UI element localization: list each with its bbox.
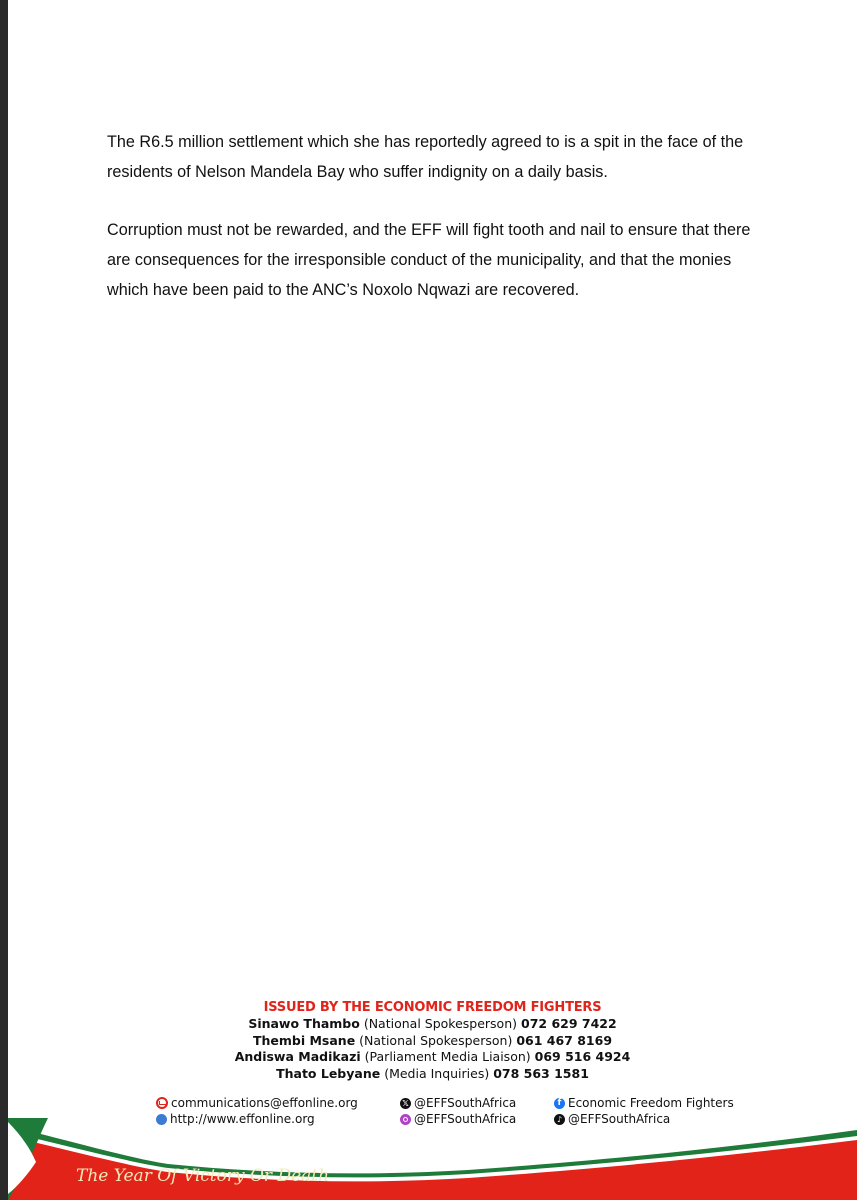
spokesperson-name: Sinawo Thambo	[248, 1016, 360, 1031]
facebook-text: Economic Freedom Fighters	[568, 1096, 734, 1110]
spokesperson-role: (National Spokesperson)	[363, 1016, 518, 1031]
facebook-icon: f	[554, 1098, 565, 1109]
globe-icon	[156, 1114, 167, 1125]
spokesperson-role: (National Spokesperson)	[359, 1032, 513, 1048]
paragraph-settlement: The R6.5 million settlement which she has reportedly agreed to is a spit in the face of the residents of Nelson Mandela Bay who suffer indignity on a daily basis.	[107, 133, 744, 181]
spokesperson-role: (Parliament Media Liaison)	[364, 1049, 531, 1064]
x-handle-text: @EFFSouthAfrica	[414, 1096, 517, 1110]
x-icon: 𝕏	[400, 1098, 411, 1109]
tiktok-icon: ♪	[554, 1114, 565, 1125]
issued-heading: ISSUED BY THE ECONOMIC FREEDOM FIGHTERS	[263, 1000, 602, 1015]
website-contact[interactable]	[156, 1111, 315, 1127]
footer-slogan: The Year Of Victory Or Death	[76, 1166, 330, 1186]
instagram-icon	[400, 1114, 411, 1125]
spokesperson-phone: 061 467 8169	[516, 1032, 613, 1048]
spokesperson-phone: 069 516 4924	[534, 1049, 631, 1064]
spokesperson-line	[8, 1049, 857, 1066]
spokesperson-phone: 078 563 1581	[493, 1065, 589, 1081]
tiktok-contact[interactable]	[554, 1111, 670, 1127]
spokesperson-line	[8, 1033, 857, 1050]
spokesperson-line	[8, 1066, 857, 1083]
spokesperson-line	[8, 1016, 857, 1033]
issued-by-block	[8, 1000, 857, 1082]
spokesperson-name: Andiswa Madikazi	[234, 1049, 361, 1064]
spokesperson-phone: 072 629 7422	[521, 1016, 617, 1031]
spokesperson-name: Thato Lebyane	[276, 1065, 381, 1081]
instagram-contact[interactable]	[400, 1111, 516, 1127]
x-contact[interactable]	[400, 1095, 516, 1111]
contact-row	[8, 1095, 857, 1131]
mail-icon	[156, 1097, 168, 1109]
spokesperson-role: (Media Inquiries)	[384, 1065, 490, 1081]
tiktok-handle-text: @EFFSouthAfrica	[568, 1112, 671, 1126]
email-contact[interactable]	[156, 1095, 358, 1111]
spokesperson-name: Thembi Msane	[252, 1032, 356, 1048]
press-statement-body	[107, 127, 767, 333]
website-text: http://www.effonline.org	[170, 1112, 315, 1126]
facebook-contact[interactable]	[554, 1095, 734, 1111]
instagram-handle-text: @EFFSouthAfrica	[414, 1112, 517, 1126]
document-page	[8, 0, 857, 1200]
email-text: communications@effonline.org	[171, 1096, 358, 1110]
paragraph-corruption: Corruption must not be rewarded, and the EFF will fight tooth and nail to ensure that there are consequences for the irresponsible conduct of the municipality, and that the monies which have been paid to the ANC’s Noxolo Nqwazi are recovered.	[107, 221, 751, 299]
